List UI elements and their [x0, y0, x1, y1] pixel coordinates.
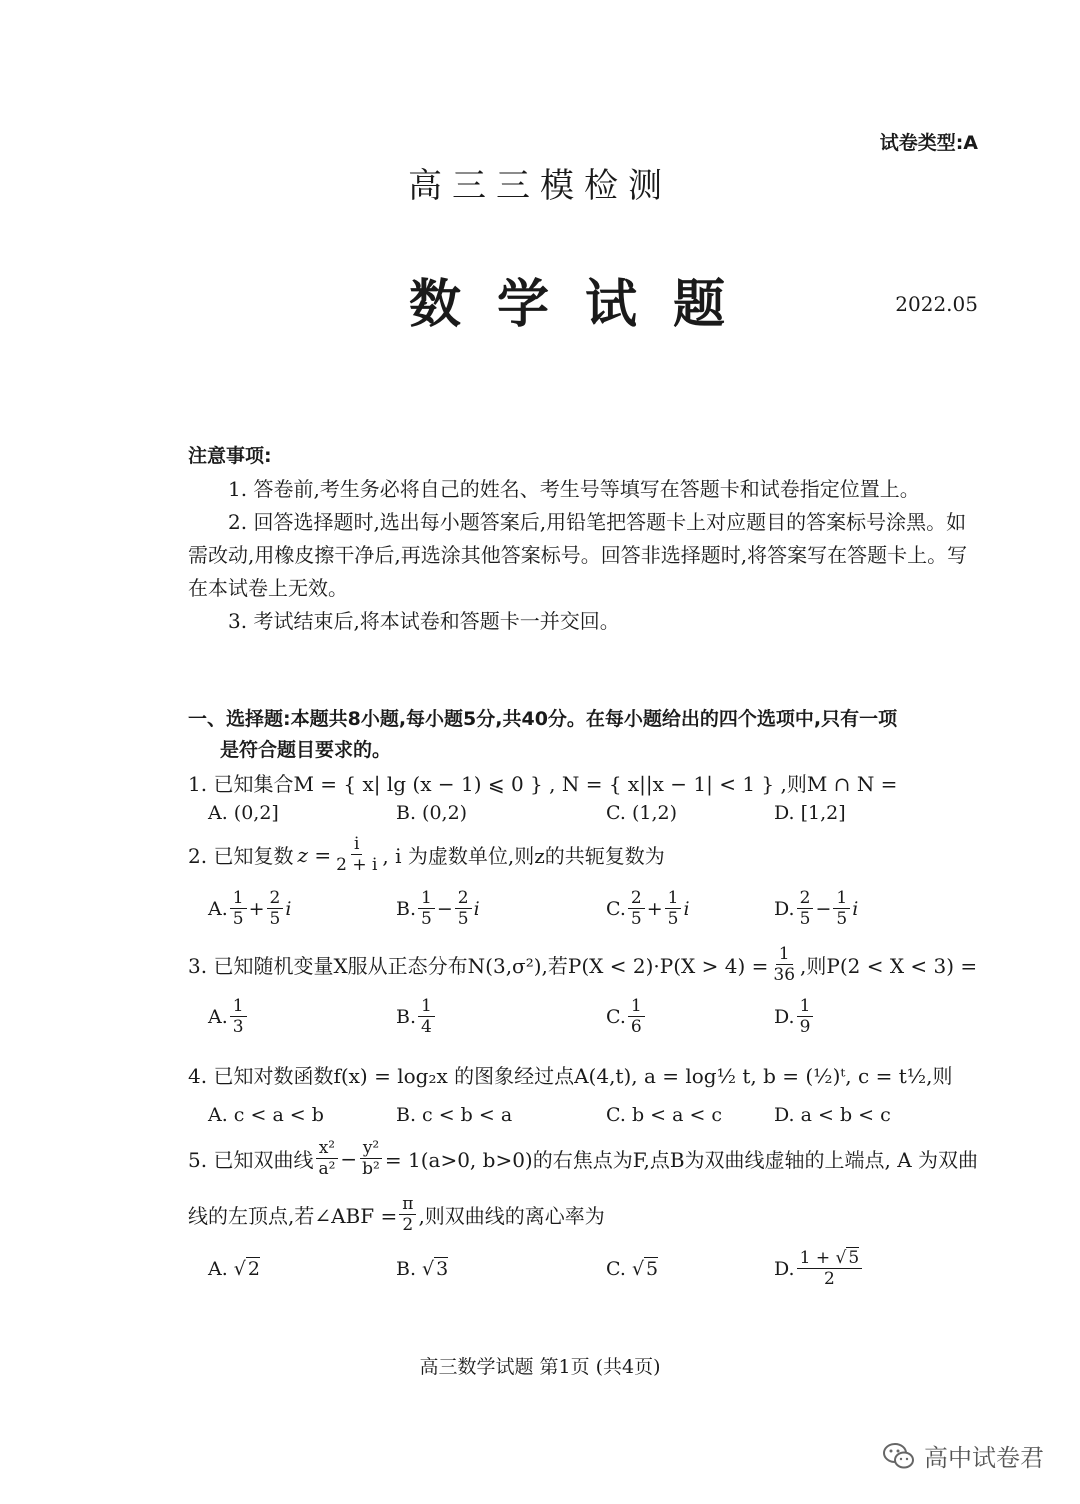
imag-unit: i [285, 897, 292, 920]
q2-c-frac1 [628, 888, 645, 929]
num: 2 [628, 888, 645, 909]
q4-option-d: D. a < b < c [774, 1104, 891, 1126]
q3-option-b [396, 996, 437, 1037]
num: 1 [665, 888, 682, 909]
q4-option-a: A. c < a < b [208, 1104, 324, 1126]
den: 5 [232, 909, 244, 929]
q2-num: i [351, 834, 362, 855]
frac [797, 1248, 863, 1289]
q5-option-a [208, 1258, 260, 1280]
question-5-stem [188, 1138, 988, 1179]
label: B. [396, 1005, 417, 1028]
den: 5 [836, 909, 848, 929]
q3-stem-a: 3. 已知随机变量X服从正态分布N(3,σ²),若P(X < 2)·P(X > 4) = [188, 954, 769, 978]
q3-option-d [774, 996, 815, 1037]
q3-option-a [208, 996, 249, 1037]
num: 1 [628, 996, 645, 1017]
section-line-1: 一、选择题:本题共8小题,每小题5分,共40分。在每小题给出的四个选项中,只有一项 [188, 708, 898, 730]
den: 36 [773, 965, 796, 985]
den: 2 [402, 1215, 414, 1235]
question-5-stem-2 [188, 1194, 988, 1235]
den: 3 [232, 1017, 244, 1037]
op: − [436, 897, 453, 920]
num: y² [360, 1138, 382, 1159]
subject-title: 数学试题 [408, 274, 761, 335]
den: 5 [269, 909, 281, 929]
label: D. [774, 1257, 795, 1280]
radicand: 5 [848, 1248, 860, 1268]
radicand: 5 [646, 1258, 659, 1280]
paper-type: 试卷类型:A [879, 132, 978, 154]
den: b² [362, 1159, 380, 1179]
exam-date: 2022.05 [895, 292, 978, 316]
label: D. [774, 1005, 795, 1028]
question-3-stem [188, 944, 988, 985]
num: x² [316, 1138, 338, 1159]
notes-heading: 注意事项: [188, 445, 272, 467]
num: 2 [267, 888, 284, 909]
question-2-stem [188, 834, 988, 875]
wechat-icon [882, 1441, 916, 1471]
radicand: 2 [247, 1258, 261, 1280]
imag-unit: i [852, 897, 859, 920]
frac [230, 996, 247, 1037]
section-heading [188, 704, 988, 766]
section-line-2: 是符合题目要求的。 [220, 739, 392, 761]
label: C. [606, 1005, 626, 1028]
label: A. [208, 1005, 228, 1028]
note-item: 2. 回答选择题时,选出每小题答案后,用铅笔把答题卡上对应题目的答案标号涂黑。如需改动,用橡皮擦干净后,再选涂其他答案标号。回答非选择题时,将答案写在答题卡上。写在本试卷上无效。 [188, 510, 968, 600]
den: 6 [630, 1017, 642, 1037]
op: + [646, 897, 663, 920]
q3-fraction [770, 944, 798, 985]
q5-option-b [396, 1258, 448, 1280]
imag-unit: i [473, 897, 480, 920]
num: 2 [455, 888, 472, 909]
q1-option-d: D. [1,2] [774, 802, 846, 824]
den: 4 [421, 1017, 432, 1037]
num: 1 [418, 888, 435, 909]
label: A. √ [208, 1258, 246, 1280]
q5-option-d [774, 1248, 864, 1289]
num [797, 1248, 863, 1269]
q5-frac-pi [399, 1194, 416, 1235]
q2-z: z = [297, 842, 332, 867]
den: 5 [630, 909, 642, 929]
q2-option-c [606, 888, 690, 929]
den: 5 [421, 909, 432, 929]
frac [418, 996, 435, 1037]
num: 1 [776, 944, 793, 965]
q5-stem-c: 线的左顶点,若∠ABF = [188, 1204, 398, 1228]
q4-option-c: C. b < a < c [606, 1104, 723, 1126]
q2-option-b [396, 888, 480, 929]
q2-d-frac2 [833, 888, 850, 929]
q1-option-a: A. (0,2] [208, 802, 279, 824]
num: 1 [230, 888, 247, 909]
num: 1 [833, 888, 850, 909]
notes [188, 440, 980, 638]
q2-d-frac1 [797, 888, 814, 929]
q2-b-frac2 [455, 888, 472, 929]
label: B. √ [396, 1258, 435, 1280]
q5-stem-b: = 1(a>0, b>0)的右焦点为F,点B为双曲线虚轴的上端点, A 为双曲 [384, 1148, 979, 1172]
q5-stem-a: 5. 已知双曲线 [188, 1148, 314, 1172]
q2-stem-a: 2. 已知复数 [188, 844, 294, 868]
den: 5 [799, 909, 811, 929]
frac [797, 996, 814, 1037]
imag-unit: i [683, 897, 690, 920]
q3-option-c [606, 996, 647, 1037]
num-a: 1 + √ [799, 1248, 847, 1268]
question-1-stem [188, 768, 988, 797]
num: π [399, 1194, 416, 1215]
question-4-stem: 4. 已知对数函数f(x) = log₂x 的图象经过点A(4,t), a = log½ t, b = (½)ᵗ, c = t½,则 [188, 1064, 953, 1088]
q1-option-b: B. (0,2) [396, 802, 468, 824]
den: 9 [799, 1017, 811, 1037]
den: a² [318, 1159, 336, 1179]
num: 1 [797, 996, 814, 1017]
q2-c-frac2 [665, 888, 682, 929]
q2-a-frac1 [230, 888, 247, 929]
q2-c-label: C. [606, 897, 626, 920]
num: 2 [797, 888, 814, 909]
watermark-text: 高中试卷君 [924, 1444, 1044, 1472]
q2-stem-b: , i 为虚数单位,则z的共轭复数为 [382, 844, 665, 868]
q5-stem-d: ,则双曲线的离心率为 [418, 1204, 605, 1228]
q5-frac-y [359, 1138, 383, 1179]
num: 1 [418, 996, 435, 1017]
q2-option-d [774, 888, 858, 929]
note-item: 1. 答卷前,考生务必将自己的姓名、考生号等填写在答题卡和试卷指定位置上。 [228, 477, 920, 501]
q2-den: 2 + i [336, 855, 378, 875]
watermark [882, 1438, 1044, 1473]
radicand: 3 [436, 1258, 449, 1280]
den: 2 [823, 1269, 835, 1289]
q3-stem-b: ,则P(2 < X < 3) = [800, 954, 978, 978]
q2-fraction [333, 834, 380, 875]
q1-option-c: C. (1,2) [606, 802, 677, 824]
q1-stem-a: 1. 已知集合 [188, 772, 294, 796]
q2-a-label: A. [208, 897, 228, 920]
frac [628, 996, 645, 1037]
op: − [815, 897, 832, 920]
op: + [248, 897, 265, 920]
q2-b-label: B. [396, 897, 417, 920]
den: 5 [457, 909, 469, 929]
q5-option-c [606, 1258, 658, 1280]
label: C. √ [606, 1258, 645, 1280]
exam-title: 高三三模检测 [408, 166, 672, 206]
q2-a-frac2 [267, 888, 284, 929]
den: 5 [667, 909, 679, 929]
q1-stem-b: M = { x| lg (x − 1) ⩽ 0 } , N = { x||x − 1| < 1 } ,则M ∩ N = [293, 772, 898, 796]
note-item: 3. 考试结束后,将本试卷和答题卡一并交回。 [228, 609, 620, 633]
q4-option-b: B. c < b < a [396, 1104, 513, 1126]
q2-option-a [208, 888, 291, 929]
op: − [340, 1146, 358, 1171]
page-footer: 高三数学试题 第1页 (共4页) [419, 1356, 661, 1378]
q2-d-label: D. [774, 897, 795, 920]
q5-frac-x [315, 1138, 338, 1179]
num: 1 [230, 996, 247, 1017]
q2-b-frac1 [418, 888, 435, 929]
